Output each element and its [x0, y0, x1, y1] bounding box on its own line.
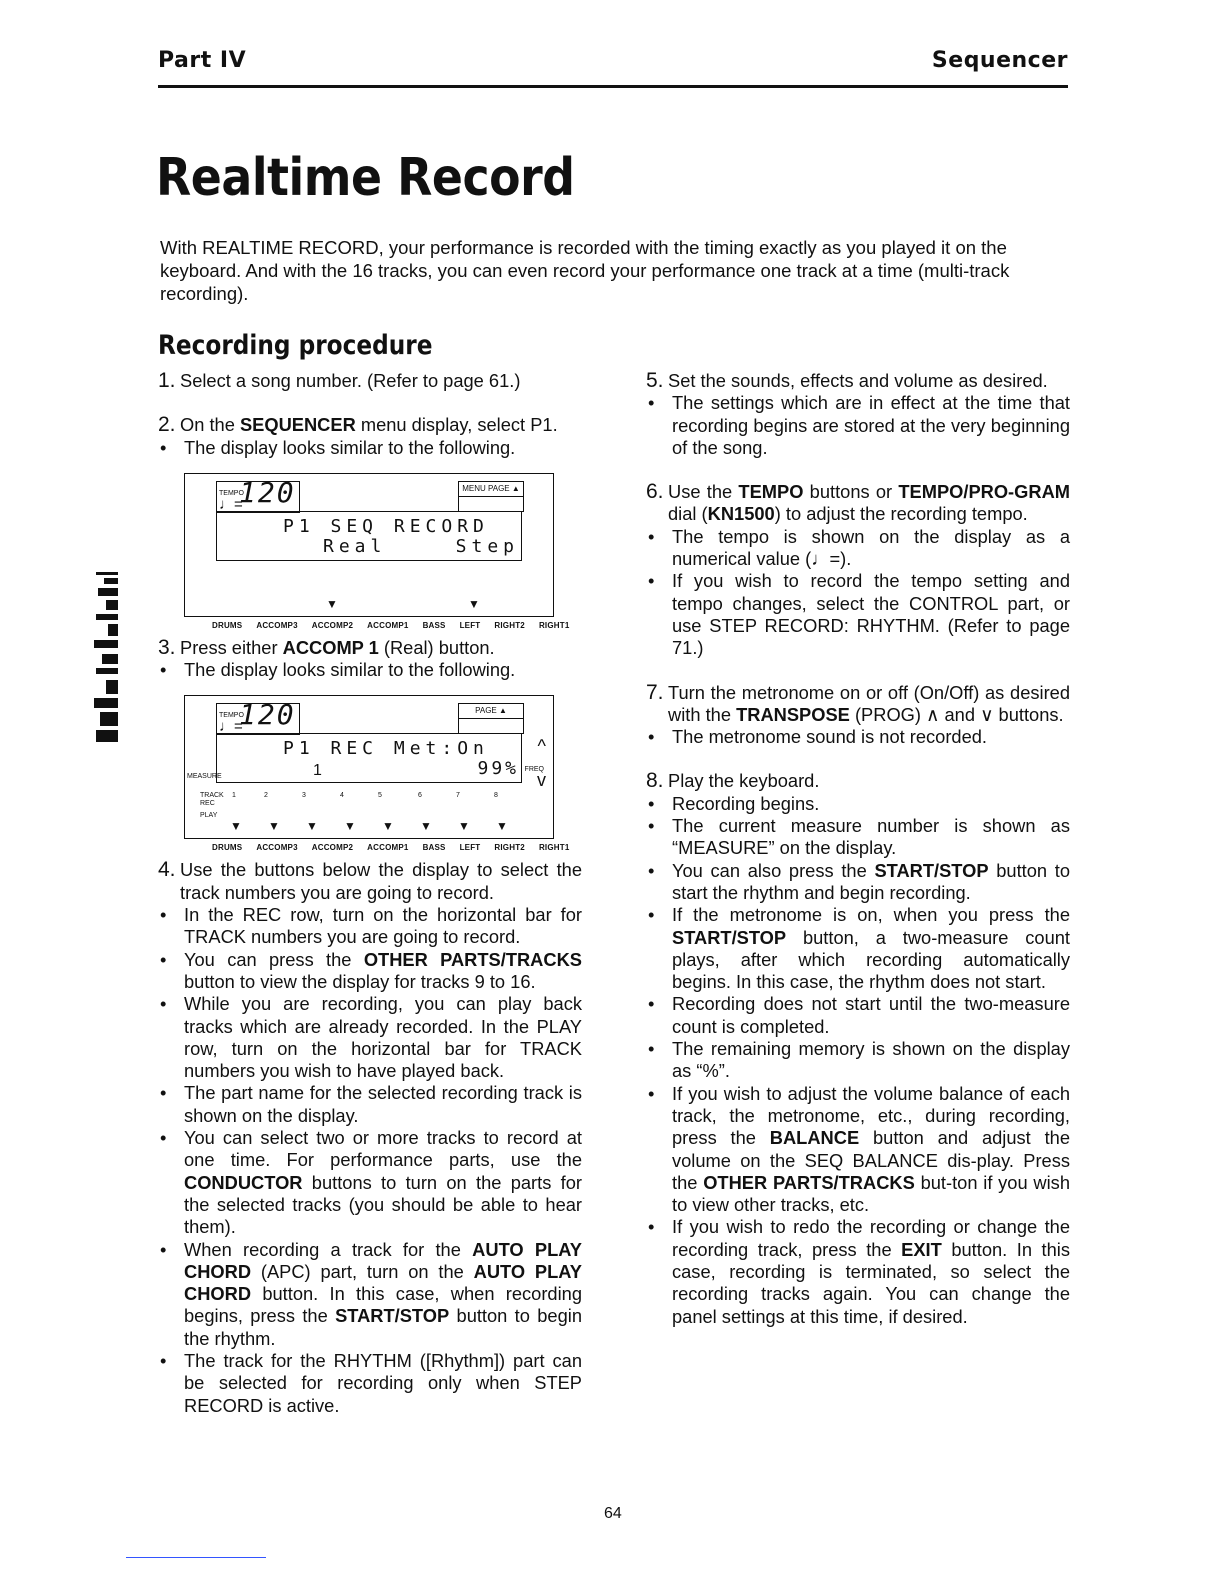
down-arrow-icon: ▼ [344, 819, 356, 834]
down-arrow-icon: ▼ [382, 819, 394, 834]
list-item: • You can also press the START/STOP button to start the rhythm and begin recording. [648, 859, 1071, 903]
down-arrow-icon: ▼ [496, 819, 508, 834]
down-arrow-icon: ▼ [458, 819, 470, 834]
step-6: 6. Use the TEMPO buttons or TEMPO/PRO-GRAM dial (KN1500) to adjust the recording tempo. [646, 480, 1070, 525]
list-item: • If the metronome is on, when you press the START/STOP button, a two-measure count plays, after which recording automatically begins. In this case, the rhythm does not start. [648, 904, 1070, 993]
step-5: 5. Set the sounds, effects and volume as desired. [646, 369, 1048, 392]
step-7: 7. Turn the metronome on or off (On/Off) as desired with the TRANSPOSE (PROG) ∧ and ∨ buttons. [646, 680, 1070, 725]
lcd-display-rec: TEMPO ♩= 120 PAGE ▲ P1 REC Met:On MEASURE 1 99% ^ FREQ v TRACK REC PLAY 1 2 3 4 5 6 7 8 ▼ ▼ ▼ ▼ ▼ ▼ ▼ ▼ DRUMS ACCOMP3 ACCOMP2 ACCOMP1 BASS LEFT RIGHT2 RIGHT1 [184, 695, 554, 845]
list-item: • The part name for the selected recording track is shown on the display. [160, 1082, 582, 1126]
step-1: 1. Select a song number. (Refer to page 61.) [158, 369, 521, 392]
lcd-button-labels: DRUMS ACCOMP3 ACCOMP2 ACCOMP1 BASS LEFT RIGHT2 RIGHT1 [212, 843, 570, 853]
list-item: • In the REC row, turn on the horizontal bar for TRACK numbers you are going to record. [160, 904, 582, 948]
step-3: 3. Press either ACCOMP 1 (Real) button. [158, 635, 495, 659]
down-arrow-icon: ▼ [326, 596, 338, 611]
list-item: • The metronome sound is not recorded. [648, 726, 988, 748]
lcd-button-labels: DRUMS ACCOMP3 ACCOMP2 ACCOMP1 BASS LEFT RIGHT2 RIGHT1 [212, 620, 570, 630]
page-title: Realtime Record [156, 148, 575, 208]
page-indicator: PAGE ▲ [458, 703, 524, 719]
page-number: 64 [604, 1505, 622, 1522]
list-item: • If you wish to adjust the volume balance of each track, the metronome, etc., during recording, press the BALANCE button and adjust the volume on the SEQ BALANCE dis-play. Press the OTHER PARTS/TRACKS but-ton if you wish to view other tracks, etc. [648, 1082, 1070, 1216]
list-item: • The track for the RHYTHM ([Rhythm]) part can be selected for recording only when STEP RECORD is active. [160, 1350, 582, 1416]
list-item: • You can press the OTHER PARTS/TRACKS button to view the display for tracks 9 to 16. [160, 948, 582, 992]
left-column [158, 370, 582, 1417]
list-item: • The display looks similar to the following. [160, 436, 516, 458]
list-item: • When recording a track for the AUTO PLAY CHORD (APC) part, turn on the AUTO PLAY CHORD button. In this case, when recording begins, press the START/STOP button to begin the rhythm. [160, 1238, 582, 1349]
list-item: • The remaining memory is shown on the display as “%”. [648, 1038, 1070, 1082]
right-column [646, 370, 1070, 1328]
list-item: • If you wish to redo the recording or change the recording track, press the EXIT button. In this case, recording is terminated, so select the recording tracks again. You can change the panel settings at this time, if desired. [648, 1216, 1070, 1327]
down-arrow-icon: ▼ [230, 819, 242, 834]
margin-index-tab [92, 568, 122, 748]
down-arrow-icon: ▼ [268, 819, 280, 834]
header-rule [158, 85, 1068, 88]
step-2: 2. On the SEQUENCER menu display, select P1. [158, 413, 558, 437]
down-arrow-icon: ▼ [306, 819, 318, 834]
list-item: • Recording begins. [648, 792, 820, 814]
list-item: • You can select two or more tracks to record at one time. For performance parts, use the CONDUCTOR buttons to turn on the parts for the selected tracks (you should be able to hear them). [160, 1127, 582, 1238]
down-chevron-icon: v [537, 770, 546, 791]
list-item: • While you are recording, you can play back tracks which are already recorded. In the PLAY row, turn on the horizontal bar for TRACK numbers you wish to have played back. [160, 993, 582, 1082]
lcd-display-p1 [184, 473, 570, 630]
intro-paragraph: With REALTIME RECORD, your performance is recorded with the timing exactly as you played it on the keyboard. And with the 16 tracks, you can even record your performance one track at a time (multi-track recording). [160, 237, 1010, 304]
list-item: • The current measure number is shown as “MEASURE” on the display. [648, 815, 1070, 859]
section-heading: Recording procedure [158, 330, 433, 361]
up-chevron-icon: ^ [537, 736, 546, 757]
lcd-screen: P1 REC Met:On MEASURE 1 99% [216, 733, 522, 783]
down-arrow-icon: ▼ [420, 819, 432, 834]
step-8: 8. Play the keyboard. [646, 769, 820, 793]
list-item: • The settings which are in effect at the time that recording begins are stored at the very beginning of the song. [648, 392, 1070, 458]
menu-page-indicator: MENU PAGE ▲ [458, 481, 524, 497]
down-arrow-icon: ▼ [468, 596, 480, 611]
step-4: 4. Use the buttons below the display to select the track numbers you are going to record. [158, 858, 582, 903]
section-label: Sequencer [931, 48, 1068, 73]
list-item: • The display looks similar to the following. [160, 659, 516, 681]
list-item: • The tempo is shown on the display as a numerical value (♩=). [648, 525, 1070, 570]
list-item: • Recording does not start until the two-measure count is completed. [648, 993, 1070, 1037]
lcd-screen: P1 SEQ RECORD Real Step [216, 511, 522, 561]
tempo-readout: TEMPO ♩= 120 [216, 703, 300, 735]
part-label: Part IV [158, 48, 247, 73]
list-item: • If you wish to record the tempo setting and tempo changes, select the CONTROL part, or use STEP RECORD: RHYTHM. (Refer to page 71.) [648, 570, 1070, 659]
tempo-readout: TEMPO ♩= 120 [216, 481, 300, 513]
bottom-rule [126, 1557, 266, 1558]
